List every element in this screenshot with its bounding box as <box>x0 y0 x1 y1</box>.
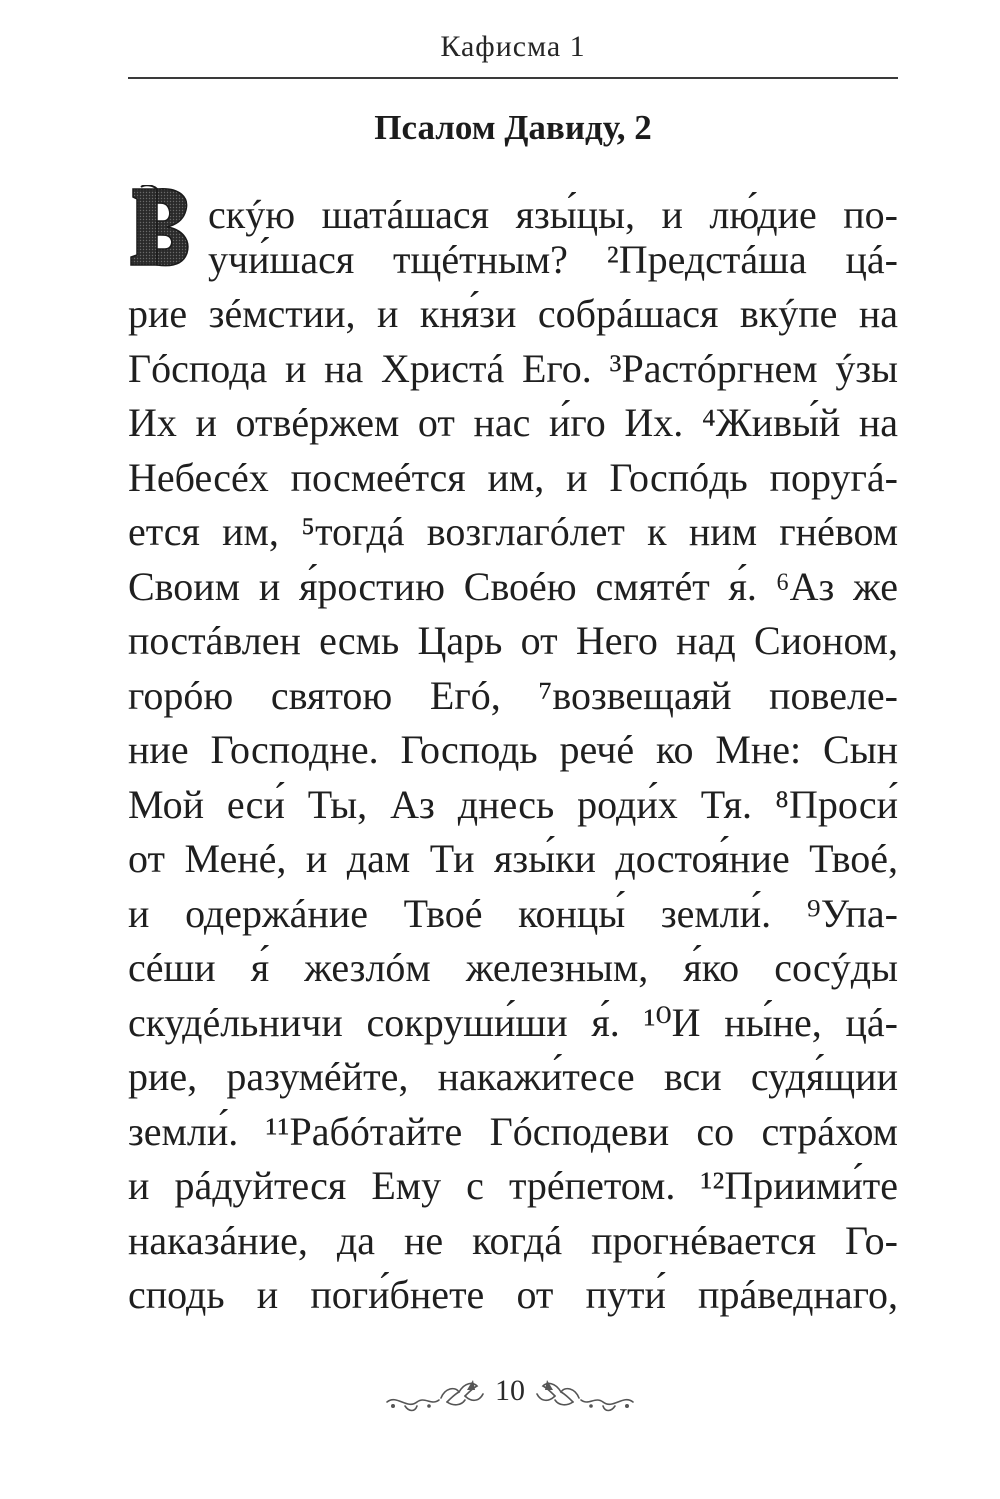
verse-line-5: Их и отвéржем от нас и́го Их. ⁴Живы́й на <box>128 400 898 445</box>
verse-line-16: скудéльничи сокруши́ши я́. ¹⁰И ны́не, цá- <box>128 1000 898 1045</box>
verse-line-2: учи́шася тщéтным? ²Предстáша цá- <box>208 237 898 282</box>
verse-line-20: наказáние, да не когдá прогнéвается Го- <box>128 1218 898 1263</box>
verse-line-6: Небесéх посмеéтся им, и Госпóдь поругá- <box>128 455 898 500</box>
psalm-title: Псалом Давиду, 2 <box>374 108 652 147</box>
verse-line-14: и одержáние Твоé концы́ земли́. ⁹Упа- <box>128 891 898 936</box>
verse-line-21: сподь и поги́бнете от пути́ прáведнаго, <box>128 1272 898 1317</box>
verse-line-3: рие зéмстии, и кня́зи собрáшася вкýпе на <box>128 291 898 336</box>
header-rule <box>128 77 898 79</box>
running-header: Кафисма 1 <box>440 30 586 63</box>
verse-line-12: Мой еси́ Ты, Аз днесь роди́х Тя. ⁸Проси́ <box>128 782 898 827</box>
verse-line-8: Своим и я́ростию Своéю смятéт я́. ⁶Аз же <box>128 564 898 609</box>
verse-line-1: скýю шатáшася язы́цы, и лю́дие по- <box>208 192 898 237</box>
verse-line-17: рие, разумéйте, накажи́тесе вси судя́щии <box>128 1054 898 1099</box>
verse-line-7: ется им, ⁵тогдá возглагóлет к ним гнéвом <box>128 509 898 554</box>
verse-line-19: и рáдуйтеся Ему с трéпетом. ¹²Приими́те <box>128 1163 898 1208</box>
floral-ornament-right-icon <box>535 1376 635 1416</box>
page-number: 10 <box>495 1374 525 1407</box>
verse-line-4: Гóспода и на Христá Его. ³Растóргнем ýзы <box>128 346 898 391</box>
verse-line-11: ние Господне. Господь речé ко Мне: Сын <box>128 727 898 772</box>
verse-line-10: горóю святою Егó, ⁷возвещаяй повеле- <box>128 673 898 718</box>
verse-line-13: от Менé, и дам Ти язы́ки достоя́ние Твоé, <box>128 836 898 881</box>
dropcap-letter-icon <box>127 185 195 269</box>
floral-ornament-left-icon <box>385 1376 485 1416</box>
verse-line-9: постáвлен есмь Царь от Него над Сионом, <box>128 618 898 663</box>
verse-line-18: земли́. ¹¹Рабóтайте Гóсподеви со стрáхом <box>128 1109 898 1154</box>
verse-line-15: сéши я́ жезлóм железным, я́ко сосýды <box>128 945 898 990</box>
page-footer <box>385 1372 635 1422</box>
